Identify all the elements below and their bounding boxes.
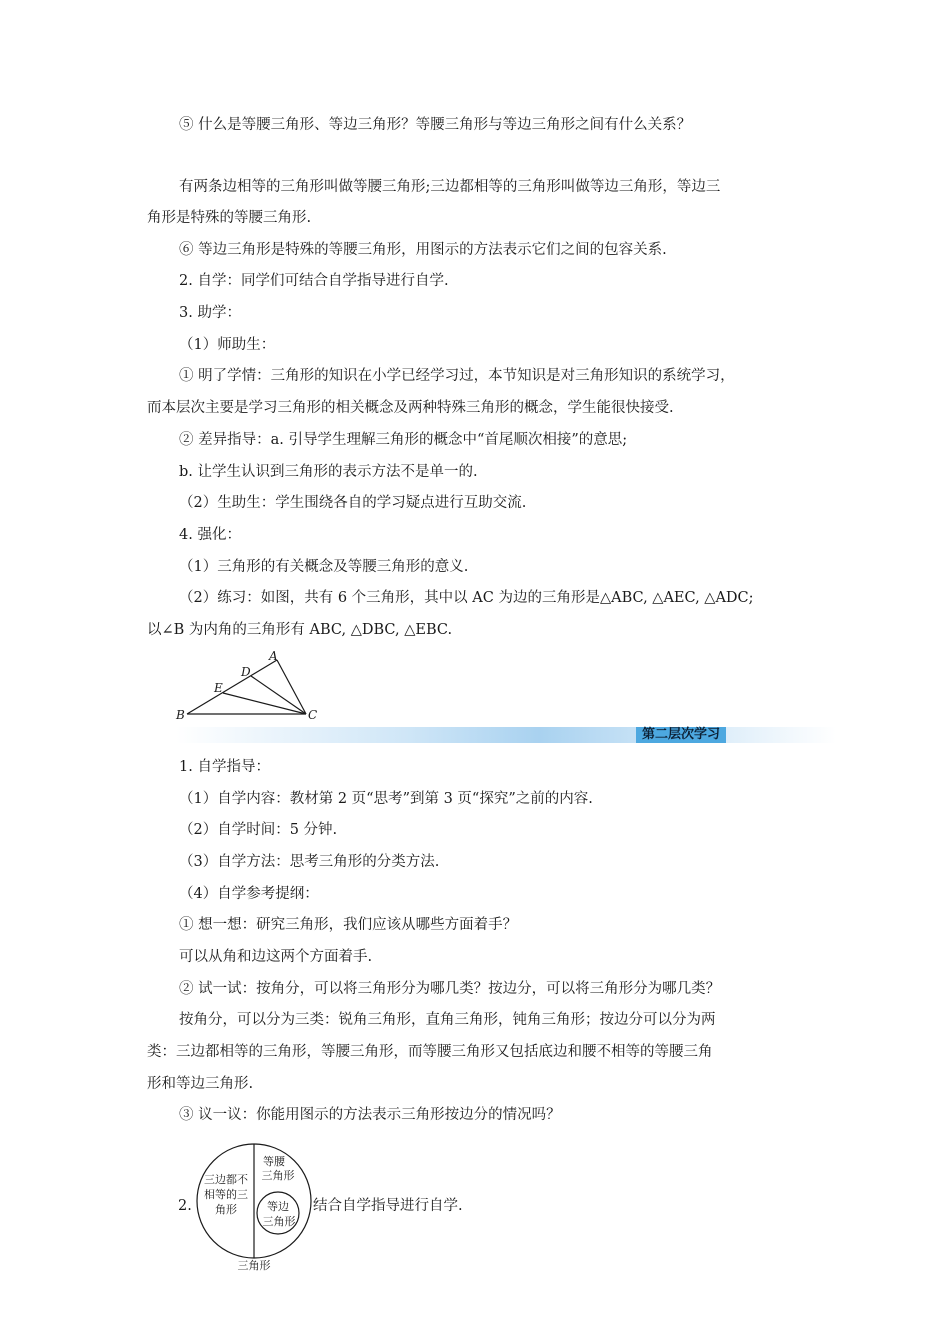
step-4-reinforce: 4. 强化： <box>179 527 241 543</box>
step-3-1-teacher-help: （1）师助生： <box>179 337 276 353</box>
l2-step-1a: （1）自学内容：教材第 2 页“思考”到第 3 页“探究”之前的内容. <box>179 791 593 807</box>
segment-dc <box>251 676 306 714</box>
step-3-1a-line-1: ① 明了学情：三角形的知识在小学已经学习过，本节知识是对三角形知识的系统学习， <box>179 368 735 384</box>
l2-question-3: ③ 议一议：你能用图示的方法表示三角形按边分的情况吗？ <box>179 1107 561 1123</box>
step-3-2-peer-help: （2）生助生：学生围绕各自的学习疑点进行互助交流. <box>179 495 527 511</box>
step-4-1: （1）三角形的有关概念及等腰三角形的意义. <box>179 559 469 575</box>
l2-answer-2-line-2: 类：三边都相等的三角形，等腰三角形，而等腰三角形又包括底边和腰不相等的等腰三角 <box>147 1044 713 1060</box>
l2-step-1d: （4）自学参考提纲： <box>179 886 319 902</box>
question-5: ⑤ 什么是等腰三角形、等边三角形？等腰三角形与等边三角形之间有什么关系？ <box>179 117 692 133</box>
label-a: A <box>269 649 278 663</box>
step-4-2-line-1: （2）练习：如图，共有 6 个三角形，其中以 AC 为边的三角形是△ABC, △AEC, △ADC; <box>179 590 754 606</box>
answer-5-line-1: 有两条边相等的三角形叫做等腰三角形;三边都相等的三角形叫做等边三角形，等边三 <box>179 179 721 195</box>
step-3-1c: b. 让学生认识到三角形的表示方法不是单一的. <box>179 464 478 480</box>
step-3-1a-line-2: 而本层次主要是学习三角形的相关概念及两种特殊三角形的概念，学生能很快接受. <box>147 400 674 416</box>
l2-answer-2-line-1: 按角分，可以分为三类：锐角三角形，直角三角形，钝角三角形；按边分可以分为两 <box>179 1012 716 1028</box>
outer-label: 三角形 <box>237 1259 271 1272</box>
segment-ab <box>187 660 277 714</box>
step-3-1b: ② 差异指导：a. 引导学生理解三角形的概念中“首尾顺次相接”的意思; <box>179 432 628 448</box>
segment-ec <box>223 693 306 714</box>
label-c: C <box>308 708 318 722</box>
isosceles-line-2: 三角形 <box>261 1169 295 1182</box>
label-e: E <box>214 681 223 695</box>
step-3-assist: 3. 助学： <box>179 305 241 321</box>
left-region-line-1: 三边都不 <box>204 1173 248 1186</box>
l2-question-1: ① 想一想：研究三角形，我们应该从哪些方面着手？ <box>179 917 518 933</box>
segment-ac <box>277 660 306 714</box>
left-region-line-3: 角形 <box>215 1203 237 1216</box>
l2-step-2-number: 2. <box>178 1198 192 1214</box>
left-region-line-2: 相等的三 <box>204 1188 248 1201</box>
section-banner <box>176 727 836 743</box>
triangle-classification-diagram <box>193 1137 318 1272</box>
l2-step-1c: （3）自学方法：思考三角形的分类方法. <box>179 854 440 870</box>
question-6: ⑥ 等边三角形是特殊的等腰三角形，用图示的方法表示它们之间的包容关系. <box>179 242 667 258</box>
l2-step-1b: （2）自学时间：5 分钟. <box>179 822 338 838</box>
label-b: B <box>176 708 185 722</box>
step-2-self-study: 2. 自学：同学们可结合自学指导进行自学. <box>179 273 449 289</box>
isosceles-line-1: 等腰 <box>263 1155 285 1168</box>
l2-answer-2-line-3: 形和等边三角形. <box>147 1076 254 1092</box>
step-4-2-line-2: 以∠B 为内角的三角形有 ABC, △DBC, △EBC. <box>147 622 453 638</box>
l2-step-2-text: 结合自学指导进行自学. <box>313 1198 463 1214</box>
equilateral-line-1: 等边 <box>267 1200 289 1213</box>
l2-answer-1: 可以从角和边这两个方面着手. <box>179 949 373 965</box>
l2-question-2: ② 试一试：按角分，可以将三角形分为哪几类？按边分，可以将三角形分为哪几类？ <box>179 981 721 997</box>
section-banner-title: 第二层次学习 <box>636 727 726 743</box>
label-d: D <box>241 665 251 679</box>
answer-5-line-2: 角形是特殊的等腰三角形. <box>147 210 312 226</box>
equilateral-line-2: 三角形 <box>262 1215 296 1228</box>
l2-step-1: 1. 自学指导： <box>179 759 270 775</box>
triangle-figure <box>170 648 330 726</box>
